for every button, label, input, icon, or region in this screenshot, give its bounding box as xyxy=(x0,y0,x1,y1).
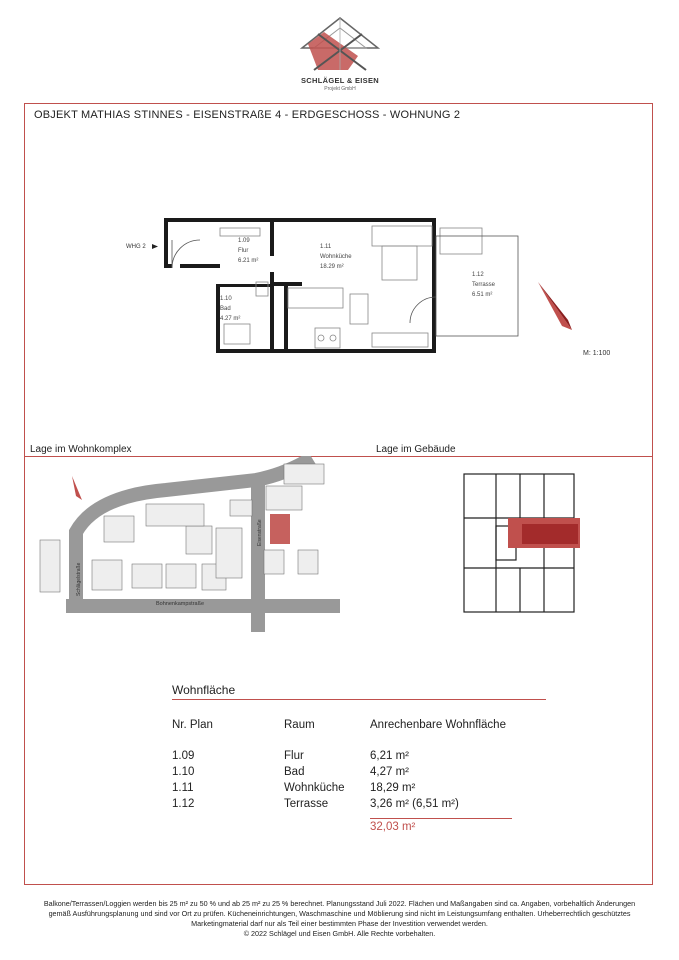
scale-label: M: 1:100 xyxy=(583,350,611,357)
room-nr: 1.12 xyxy=(472,272,484,278)
entrance-label: WHG 2 xyxy=(126,244,146,250)
footer-line: Balkone/Terrassen/Loggien werden bis 25 m² zu 50 % und ab 25 m² zu 25 % berechnet. Planungsstand Juli 2022. Flächen und Maßangaben sind ca. Angaben, vorbehaltlich Änderungen xyxy=(43,899,636,908)
column-header-nr: Nr. Plan xyxy=(172,719,213,731)
room-name: Wohnküche xyxy=(320,254,352,260)
brand-name: SCHLÄGEL & EISEN xyxy=(300,76,379,85)
table-cell-raum: Terrasse xyxy=(284,798,329,810)
heading-underline xyxy=(172,699,546,700)
footer-line: gemäß Ausführungsplanung und sind vor Ort zu prüfen. Kücheneinrichtungen, Waschmaschine und Möblierung sind nicht im Leistungsumfang enthalten. Urheberrechtlich geschütztes xyxy=(48,909,631,918)
table-cell-flaeche: 18,29 m² xyxy=(370,782,416,794)
street-label: Bohnenkampstraße xyxy=(156,601,204,607)
table-cell-flaeche: 6,21 m² xyxy=(370,750,409,762)
room-area: 6.21 m² xyxy=(238,258,259,264)
room-area: 6.51 m² xyxy=(472,292,493,298)
room-area: 18.29 m² xyxy=(320,264,344,270)
footer-line: Marketingmaterial darf nur als Teil einer bestimmten Phase der Investition verwendet werden. xyxy=(191,919,488,928)
floor-plan xyxy=(120,212,540,360)
table-cell-raum: Wohnküche xyxy=(284,782,345,794)
table-cell-nr: 1.09 xyxy=(172,750,195,762)
room-nr: 1.11 xyxy=(320,244,332,250)
table-cell-nr: 1.11 xyxy=(172,782,194,794)
document-title: OBJEKT MATHIAS STINNES - EISENSTRAßE 4 - ERDGESCHOSS - WOHNUNG 2 xyxy=(34,109,461,121)
column-header-raum: Raum xyxy=(284,719,315,731)
table-cell-nr: 1.12 xyxy=(172,798,195,810)
total-divider xyxy=(370,818,512,819)
lage-gebaeude-heading: Lage im Gebäude xyxy=(376,444,456,455)
building-location-plan xyxy=(460,470,580,620)
room-name: Bad xyxy=(220,306,231,312)
room-nr: 1.10 xyxy=(220,296,232,302)
street-label: Schlägelstraße xyxy=(76,562,82,596)
table-cell-flaeche: 3,26 m² (6,51 m²) xyxy=(370,798,459,810)
table-cell-flaeche: 4,27 m² xyxy=(370,766,409,778)
column-header-flaeche: Anrechenbare Wohnfläche xyxy=(370,719,506,731)
lage-komplex-heading: Lage im Wohnkomplex xyxy=(30,444,132,455)
room-name: Flur xyxy=(238,248,249,254)
north-arrow-icon xyxy=(532,276,580,336)
footer-disclaimer xyxy=(6,899,673,939)
wohnflaeche-heading: Wohnfläche xyxy=(172,683,236,697)
footer-copyright: © 2022 Schlägel und Eisen GmbH. Alle Rechte vorbehalten. xyxy=(243,929,436,938)
street-label: Eisenstraße xyxy=(257,519,263,546)
total-area: 32,03 m² xyxy=(370,821,416,833)
room-area: 4.27 m² xyxy=(220,316,241,322)
site-plan xyxy=(36,456,340,632)
room-name: Terrasse xyxy=(472,282,496,288)
table-cell-raum: Flur xyxy=(284,750,304,762)
table-cell-nr: 1.10 xyxy=(172,766,195,778)
brand-subtitle: Projekt GmbH xyxy=(324,86,356,92)
table-cell-raum: Bad xyxy=(284,766,305,778)
room-nr: 1.09 xyxy=(238,238,250,244)
